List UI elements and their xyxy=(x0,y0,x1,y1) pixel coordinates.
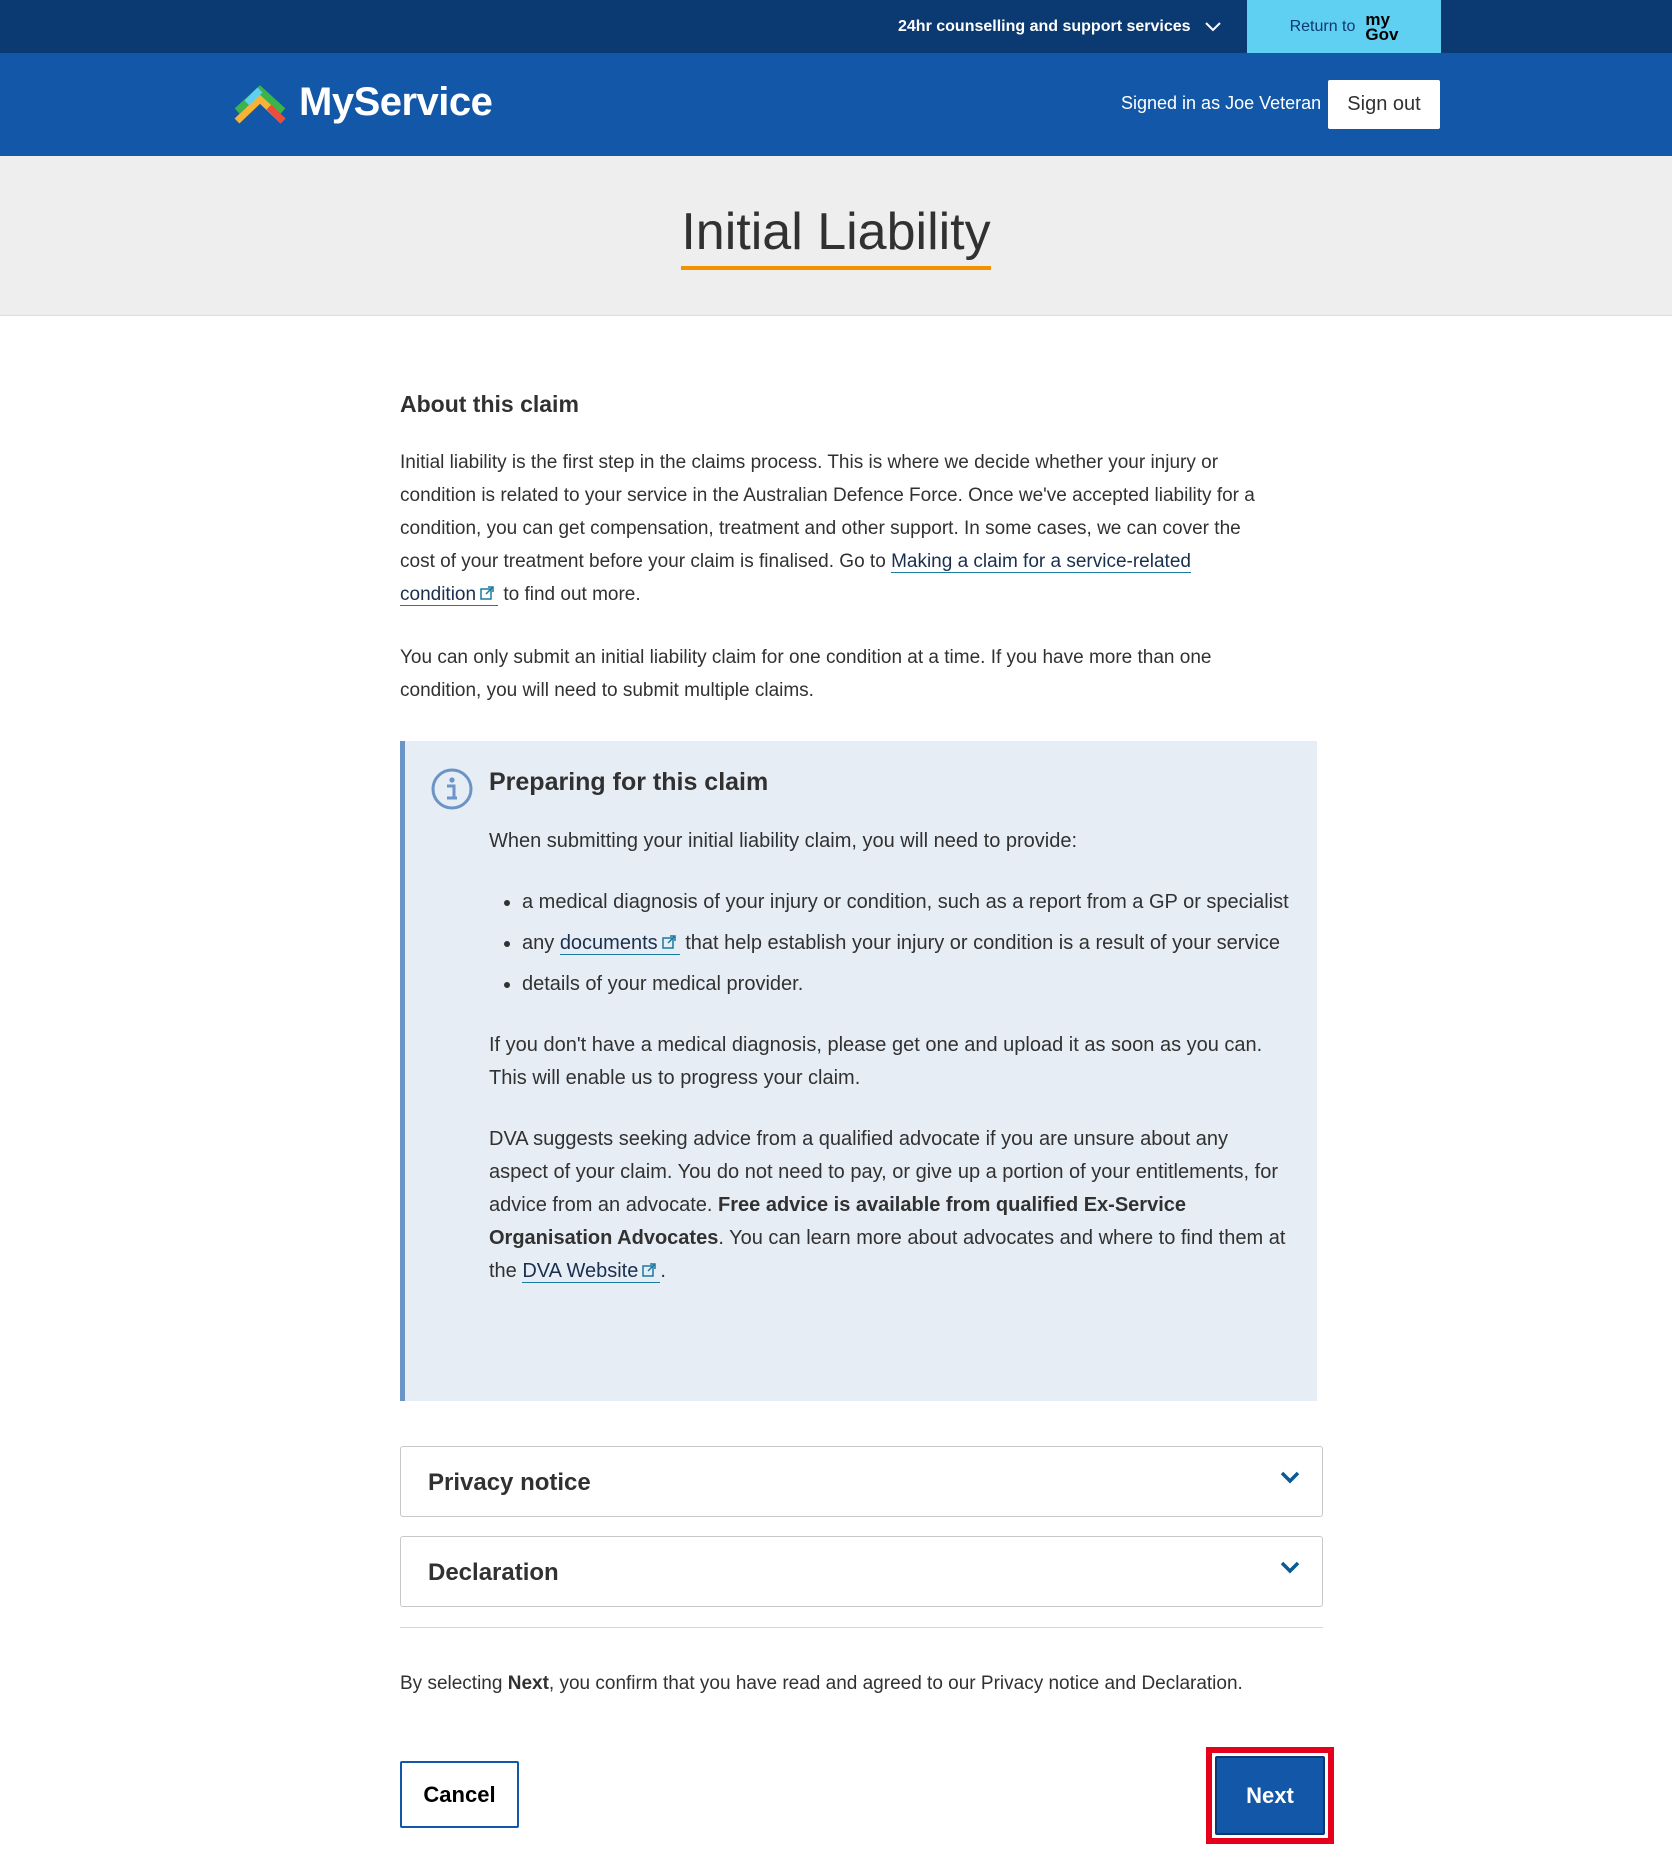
documents-link-text: documents xyxy=(559,932,658,954)
callout-paragraph-2 xyxy=(489,1123,1289,1288)
confirmation-text-start: By selecting xyxy=(400,1673,508,1694)
callout-paragraph-2-cont: . You can learn more about advocates and where to find them at the xyxy=(489,1227,1286,1283)
cancel-button[interactable]: Cancel xyxy=(400,1761,519,1828)
return-to-label: Return to xyxy=(1289,17,1356,35)
main-content xyxy=(400,380,1323,1808)
callout-intro: When submitting your initial liability claim, you will need to provide: xyxy=(489,830,1078,852)
callout-body xyxy=(489,825,1289,1288)
next-button[interactable]: Next xyxy=(1215,1756,1325,1835)
list-item xyxy=(522,927,1289,960)
myservice-logo-icon xyxy=(233,81,287,125)
chevron-down-icon xyxy=(1280,1471,1300,1490)
about-paragraph-2: You can only submit an initial liability claim for one condition at a time. If you have more than one condition, you will need to submit multiple claims. xyxy=(400,647,1212,702)
confirmation-text-bold: Next xyxy=(507,1673,549,1694)
divider xyxy=(400,1627,1323,1628)
about-paragraph-1 xyxy=(400,446,1270,611)
mygov-logo-line1: my xyxy=(1365,9,1390,29)
list-item-text-end: that help establish your injury or condition is a result of your service xyxy=(679,932,1280,954)
external-link-icon xyxy=(662,927,676,960)
about-heading: About this claim xyxy=(400,391,579,417)
callout-paragraph-2-text: DVA suggests seeking advice from a qualified advocate if you are unsure about any aspect of your claim. You do not need to pay, or give up a portion of your entitlements, for advice from an advocate. xyxy=(489,1128,1278,1217)
external-link-icon xyxy=(480,578,494,611)
support-services-label: 24hr counselling and support services xyxy=(898,17,1191,35)
dva-website-link-text: DVA Website xyxy=(522,1260,639,1283)
external-link-icon xyxy=(642,1255,656,1288)
info-icon xyxy=(430,767,474,816)
mygov-logo-line2: Gov xyxy=(1365,24,1399,44)
chevron-down-icon xyxy=(1280,1561,1300,1580)
logo-text: MyService xyxy=(299,80,493,124)
callout-paragraph-2-bold: Free advice is available from qualified Ex-Service Organisation Advocates xyxy=(489,1194,1187,1250)
chevron-down-icon xyxy=(1205,22,1221,32)
about-paragraph-1-text: Initial liability is the first step in the claims process. This is where we decide whether your injury or condition is related to your service in the Australian Defence Force. Once we've accepted liability for a condition, you can get compensation, treatment and other support. In some cases, we can cover the cost of your treatment before your claim is finalised. Go to xyxy=(400,452,1255,572)
site-header xyxy=(0,53,1672,156)
confirmation-text-end: , you confirm that you have read and agreed to our Privacy notice and Declaration. xyxy=(548,1673,1243,1694)
return-to-mygov-button[interactable] xyxy=(1247,0,1441,53)
mygov-logo xyxy=(1365,9,1399,44)
dva-website-link[interactable] xyxy=(522,1260,660,1283)
list-item: • details of your medical provider. xyxy=(522,968,1289,1001)
myservice-logo[interactable] xyxy=(233,80,492,125)
list-item: • a medical diagnosis of your injury or condition, such as a report from a GP or specialist xyxy=(522,886,1289,919)
declaration-title: Declaration xyxy=(428,1559,559,1586)
privacy-notice-title: Privacy notice xyxy=(428,1469,591,1496)
making-a-claim-link-text: Making a claim for a service-related condition xyxy=(400,551,1191,605)
next-button-highlight xyxy=(1206,1747,1334,1844)
documents-link[interactable] xyxy=(560,932,680,955)
support-services-toggle[interactable] xyxy=(898,0,1221,53)
callout-paragraph-2-end: . xyxy=(660,1260,666,1283)
preparing-callout xyxy=(400,741,1317,1401)
callout-heading: Preparing for this claim xyxy=(489,768,769,796)
sign-out-button[interactable]: Sign out xyxy=(1328,80,1440,129)
list-item-text: any xyxy=(522,932,560,954)
signed-in-status: Signed in as Joe Veteran xyxy=(1121,93,1322,113)
page-title xyxy=(0,202,1672,270)
top-utility-bar xyxy=(0,0,1672,53)
page-title-text: Initial Liability xyxy=(681,202,990,270)
callout-paragraph-1: If you don't have a medical diagnosis, please get one and upload it as soon as you can. This will enable us to progress your claim. xyxy=(489,1034,1263,1090)
about-paragraph-1-end: to find out more. xyxy=(498,584,641,605)
requirements-list xyxy=(489,886,1289,1001)
confirmation-text xyxy=(400,1667,1280,1700)
declaration-accordion[interactable] xyxy=(400,1536,1323,1607)
title-band xyxy=(0,156,1672,316)
privacy-notice-accordion[interactable] xyxy=(400,1446,1323,1517)
